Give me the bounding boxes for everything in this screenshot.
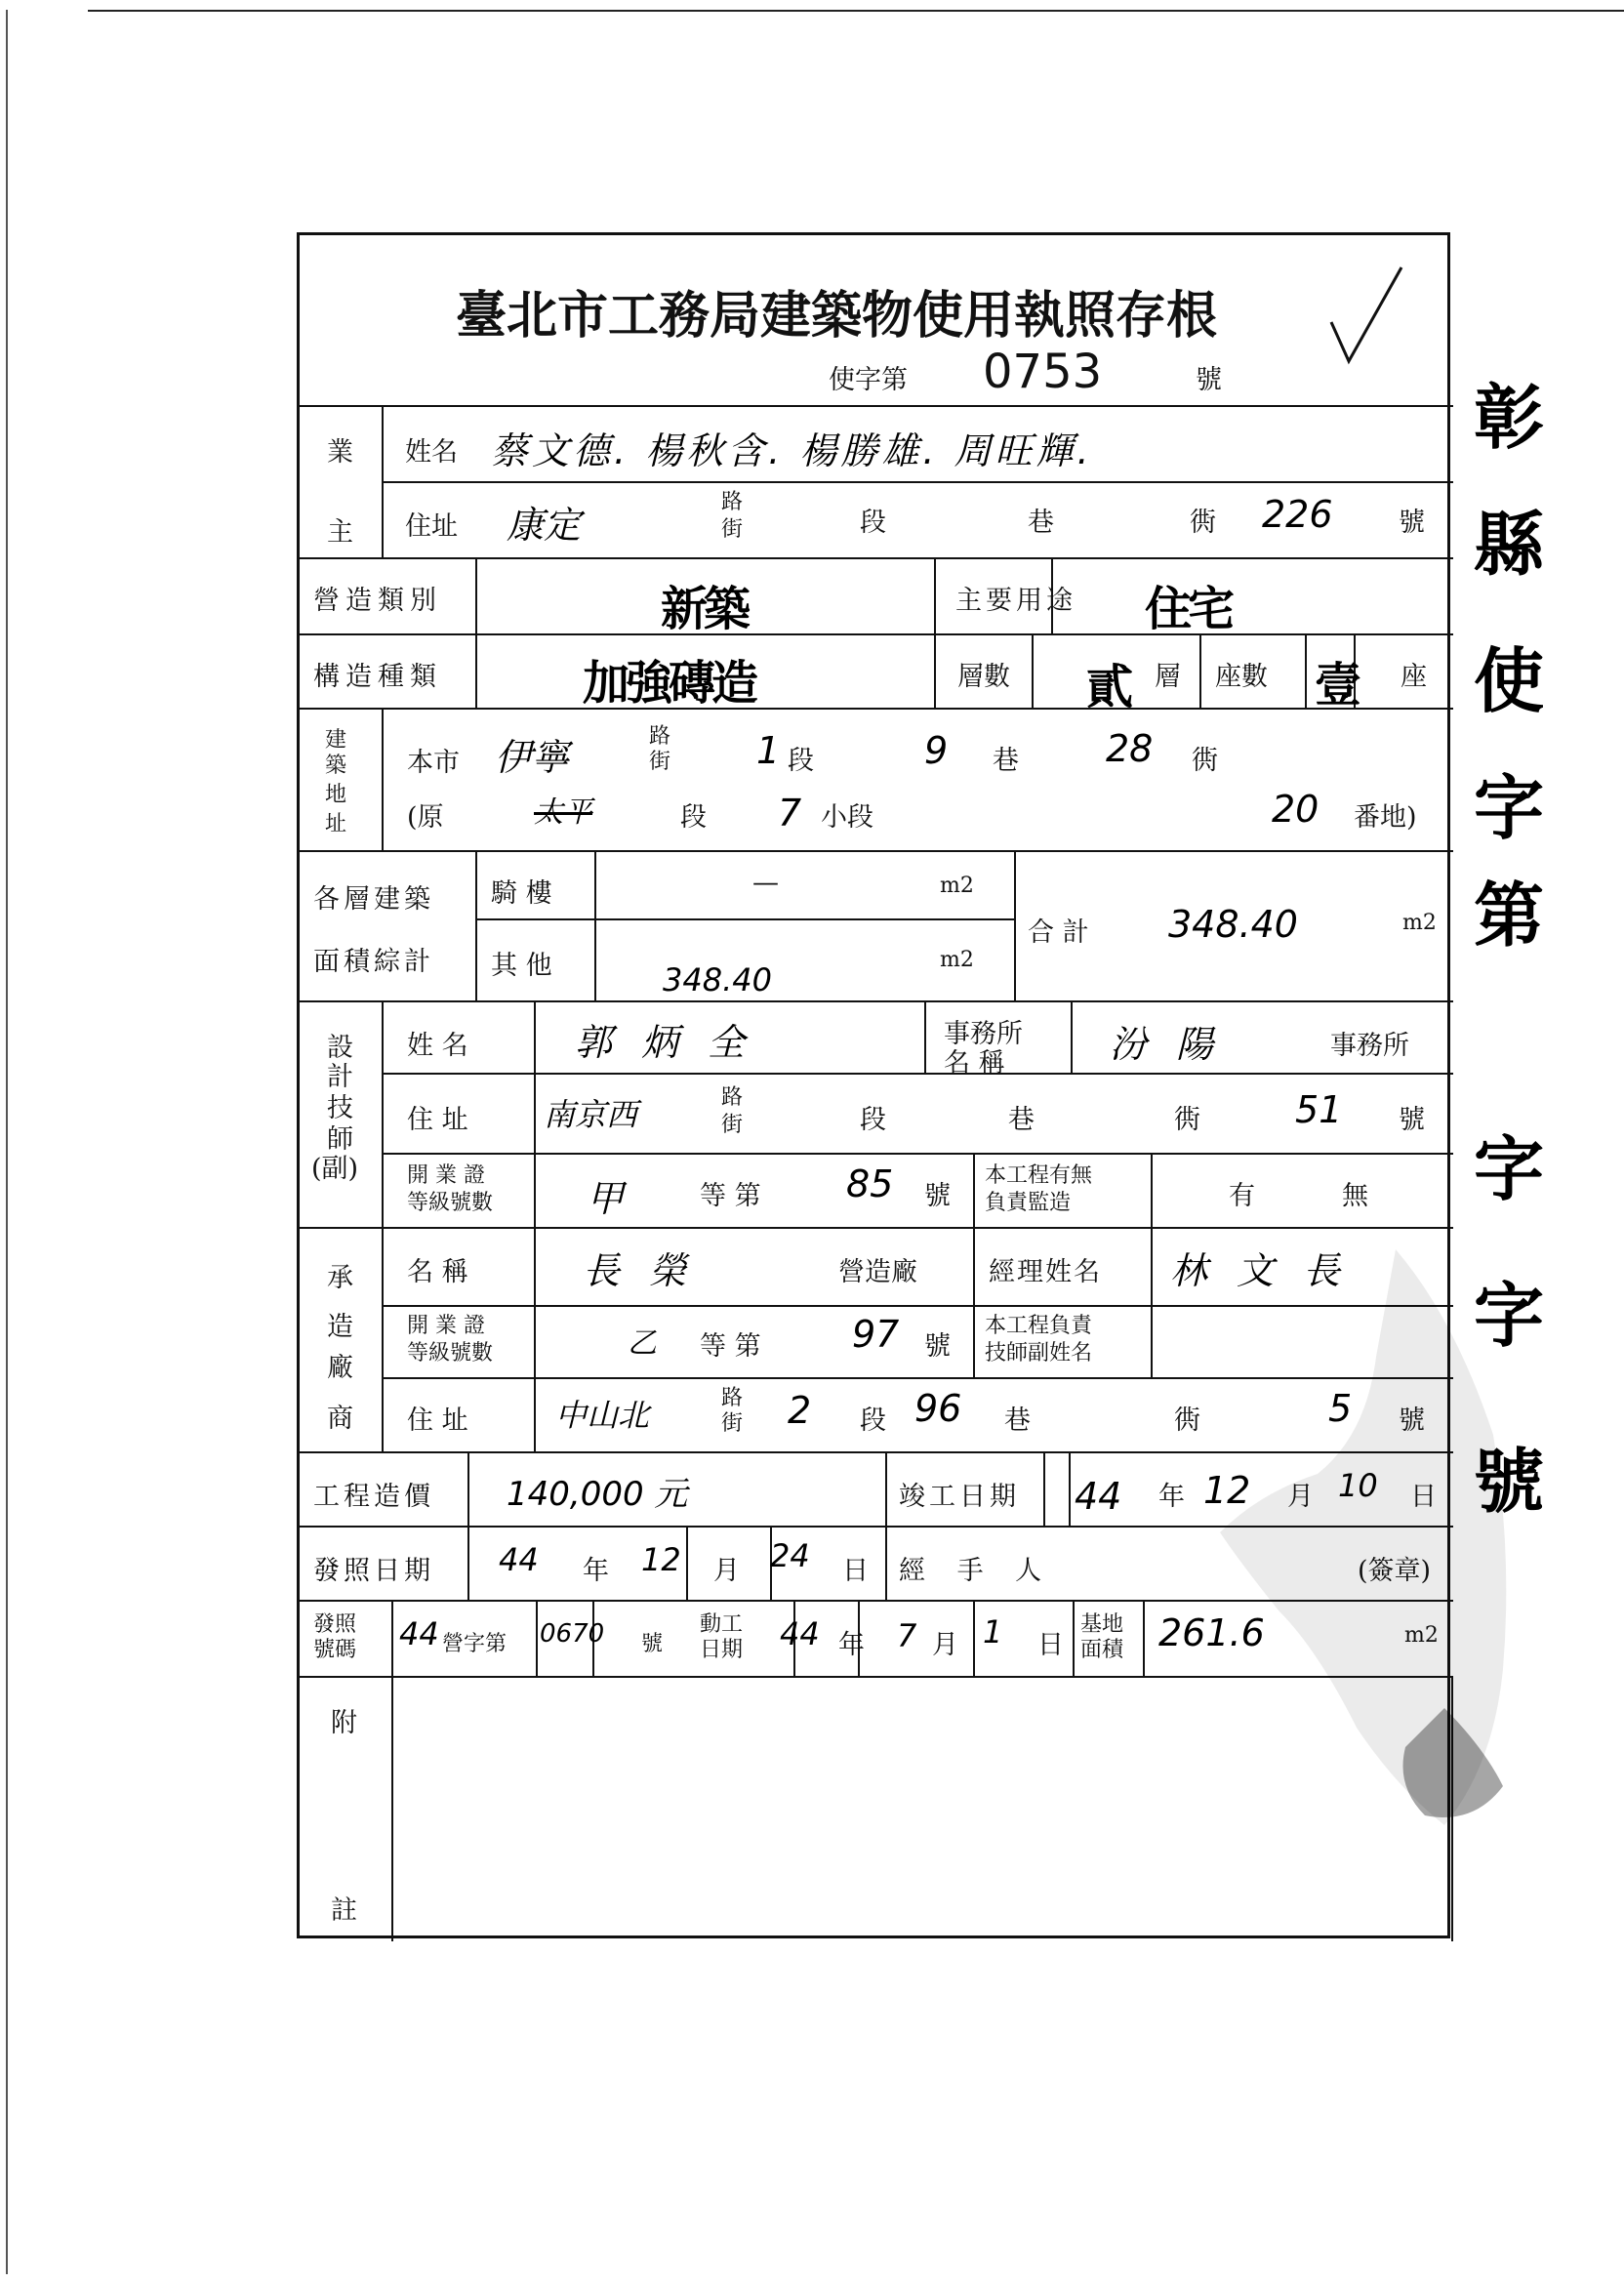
contractor-label-char: 承 <box>327 1263 353 1293</box>
deng-di-label: 等 第 <box>700 1331 761 1362</box>
permit-number: 0753 <box>983 345 1103 399</box>
issue-year: 44 <box>499 1541 539 1578</box>
arcade-value: — <box>752 868 779 898</box>
hao-label: 號 <box>1399 1406 1425 1436</box>
site-city: 本市 <box>407 748 460 778</box>
ink-smudge <box>1200 1240 1532 1845</box>
handler-label: 經 手 人 <box>899 1556 1054 1586</box>
base-area-value: 261.6 <box>1158 1611 1265 1654</box>
jie-label: 街 <box>721 517 744 542</box>
jie-label: 街 <box>721 1411 744 1436</box>
site-label-char: 址 <box>325 812 347 836</box>
jie-label: 街 <box>721 1113 744 1137</box>
main-use-value: 住宅 <box>1145 582 1232 636</box>
jie2-label: 衖 <box>1192 746 1218 776</box>
deng-di-label: 等 第 <box>700 1181 761 1211</box>
floor-area-label-1: 各層建築 <box>313 884 434 915</box>
owner-address-label: 住址 <box>405 511 458 542</box>
cost-value: 140,000 元 <box>507 1475 688 1514</box>
start-year: 44 <box>780 1615 820 1652</box>
start-day: 1 <box>983 1613 1003 1650</box>
yue-label: 月 <box>932 1630 958 1660</box>
site-alley: 28 <box>1106 727 1154 770</box>
issue-month: 12 <box>641 1541 681 1578</box>
xiang-label: 巷 <box>1004 1406 1031 1436</box>
designer-address: 南京西 <box>544 1096 638 1133</box>
form-title: 臺北市工務局建築物使用執照存根 <box>456 286 1218 346</box>
yue-label: 月 <box>1287 1482 1314 1512</box>
handler-sign: (簽章) <box>1358 1556 1432 1586</box>
build-permit-label-1: 發照 <box>313 1612 357 1637</box>
site-label-char: 地 <box>325 783 347 807</box>
nian-label: 年 <box>1158 1482 1185 1512</box>
side-char: 號 <box>1474 1440 1545 1523</box>
buildings-value: 壹 <box>1315 658 1359 713</box>
designer-address-label: 住 址 <box>407 1105 468 1135</box>
site-label-char: 建 <box>325 728 347 753</box>
others-unit: m2 <box>940 948 974 972</box>
site-orig-prefix: (原 <box>407 802 444 833</box>
others-value: 348.40 <box>663 961 772 998</box>
designer-grade: 甲 <box>587 1177 625 1220</box>
contractor-address-label: 住 址 <box>407 1406 468 1436</box>
lu-label: 路 <box>721 1085 744 1110</box>
build-permit-number: 0670 <box>540 1619 605 1649</box>
cost-label: 工程造價 <box>313 1482 434 1512</box>
duan-label: 段 <box>680 802 707 833</box>
side-char: 縣 <box>1474 503 1545 586</box>
supervise-wu: 無 <box>1342 1181 1368 1211</box>
side-char: 字 <box>1474 1127 1545 1210</box>
jie2-label: 衖 <box>1174 1406 1200 1436</box>
designer-license-label-1: 開 業 證 <box>407 1163 485 1188</box>
designer-label-char: 技 <box>327 1093 353 1123</box>
designer-label-char: 師 <box>327 1124 353 1155</box>
designer-label-char: (副) <box>311 1154 359 1184</box>
site-lot: 20 <box>1272 788 1320 831</box>
designer-label-char: 計 <box>327 1062 353 1092</box>
supervise-label-1: 本工程有無 <box>985 1163 1093 1188</box>
duan-label: 段 <box>860 508 886 538</box>
contractor-name-label: 名 稱 <box>407 1257 468 1287</box>
contractor-name: 長榮 <box>583 1249 716 1292</box>
floor-area-label-2: 面積綜計 <box>313 947 434 977</box>
owner-address-no: 226 <box>1262 493 1333 536</box>
contractor-label-char: 商 <box>327 1404 353 1434</box>
buildings-unit: 座 <box>1401 662 1427 692</box>
contractor-name-suffix: 營造廠 <box>838 1257 917 1287</box>
supervise-you: 有 <box>1229 1181 1255 1211</box>
contractor-label-char: 廠 <box>327 1353 353 1383</box>
nian-label: 年 <box>583 1556 609 1586</box>
hao-label: 號 <box>1399 1105 1425 1135</box>
build-permit-prefix: 營字第 <box>442 1632 508 1656</box>
completion-label: 竣工日期 <box>899 1482 1020 1512</box>
build-permit-year: 44 <box>399 1615 439 1652</box>
jie2-label: 衖 <box>1174 1105 1200 1135</box>
build-permit-suffix: 號 <box>641 1632 664 1656</box>
owner-address-district: 康定 <box>507 504 582 547</box>
arcade-label: 騎 樓 <box>491 878 552 909</box>
nian-label: 年 <box>838 1630 865 1660</box>
side-char: 彰 <box>1474 376 1545 459</box>
buildings-label: 座數 <box>1215 662 1268 692</box>
structure-type-label: 構造種類 <box>313 662 442 692</box>
duan-label: 段 <box>788 746 814 776</box>
completion-day: 10 <box>1338 1467 1378 1504</box>
designer-license-no: 85 <box>846 1162 894 1205</box>
start-month: 7 <box>897 1617 917 1654</box>
site-road: 伊寧 <box>495 736 570 779</box>
owner-label-a: 業 <box>327 437 353 468</box>
completion-year: 44 <box>1075 1475 1122 1518</box>
scan-edge-top <box>88 10 1624 12</box>
contractor-license-label-2: 等級號數 <box>407 1341 494 1365</box>
ri-label: 日 <box>1037 1630 1064 1660</box>
site-road-section: 1 <box>756 729 781 772</box>
contractor-lane: 96 <box>914 1387 962 1430</box>
designer-name: 郭炳全 <box>575 1021 775 1064</box>
tech-label-1: 本工程負責 <box>985 1314 1093 1338</box>
base-area-label-2: 面積 <box>1080 1638 1124 1662</box>
tech-label-2: 技師副姓名 <box>985 1341 1093 1365</box>
lu-label: 路 <box>721 490 744 514</box>
duan-label: 段 <box>860 1105 886 1135</box>
owner-names: 蔡文德. 楊秋含. 楊勝雄. 周旺輝. <box>491 429 1093 472</box>
contractor-address-no: 5 <box>1328 1387 1353 1430</box>
total-unit: m2 <box>1402 911 1437 935</box>
construction-category-value: 新築 <box>661 582 748 636</box>
designer-name-label: 姓 名 <box>407 1031 468 1061</box>
designer-office-label-2: 名 稱 <box>944 1048 1005 1079</box>
floors-value: 貳 <box>1086 660 1130 714</box>
issue-date-label: 發照日期 <box>313 1556 434 1586</box>
hao-label: 號 <box>924 1331 951 1362</box>
yue-label: 月 <box>713 1556 740 1586</box>
site-small-section: 小段 <box>821 802 873 833</box>
owner-name-label: 姓名 <box>405 437 458 468</box>
hao-label: 號 <box>924 1181 951 1211</box>
xiang-label: 巷 <box>993 746 1019 776</box>
floors-unit: 層 <box>1155 662 1181 692</box>
start-label-2: 日期 <box>700 1638 744 1662</box>
jie-label: 街 <box>649 750 671 774</box>
owner-label-b: 主 <box>327 517 353 548</box>
contractor-address: 中山北 <box>555 1397 650 1434</box>
designer-office-label-1: 事務所 <box>944 1019 1023 1049</box>
completion-month: 12 <box>1203 1469 1251 1512</box>
designer-address-no: 51 <box>1295 1088 1343 1131</box>
lu-label: 路 <box>721 1386 744 1410</box>
supervise-label-2: 負責監造 <box>985 1191 1072 1215</box>
xiang-label: 巷 <box>1008 1105 1035 1135</box>
designer-office: 汾陽 <box>1110 1023 1243 1066</box>
lu-label: 路 <box>649 724 671 749</box>
site-orig-area: 太平 <box>534 795 592 830</box>
designer-office-suffix: 事務所 <box>1330 1031 1409 1061</box>
scan-edge-left <box>6 10 8 2274</box>
others-label: 其 他 <box>491 951 552 981</box>
permit-suffix: 號 <box>1196 365 1222 395</box>
contractor-manager-label: 經理姓名 <box>989 1257 1102 1287</box>
issue-day: 24 <box>770 1537 810 1574</box>
side-char: 第 <box>1474 874 1545 957</box>
arcade-unit: m2 <box>940 874 974 898</box>
site-lot-suffix: 番地) <box>1354 802 1417 833</box>
ri-label: 日 <box>842 1556 869 1586</box>
base-area-unit: m2 <box>1404 1623 1439 1648</box>
base-area-label-1: 基地 <box>1080 1612 1124 1637</box>
xiang-label: 巷 <box>1028 508 1054 538</box>
designer-label-char: 設 <box>327 1033 353 1063</box>
contractor-manager: 林文長 <box>1170 1249 1370 1292</box>
start-label-1: 動工 <box>700 1612 744 1637</box>
site-sub-section: 7 <box>778 792 802 835</box>
structure-type-value: 加強磚造 <box>583 656 755 711</box>
floors-label: 層數 <box>957 662 1010 692</box>
side-char: 字 <box>1474 1274 1545 1357</box>
contractor-license-no: 97 <box>852 1313 900 1356</box>
remarks-label-bottom: 註 <box>331 1895 357 1926</box>
duan-label: 段 <box>860 1406 886 1436</box>
ri-label: 日 <box>1410 1482 1437 1512</box>
site-lane: 9 <box>924 729 949 772</box>
build-permit-label-2: 號碼 <box>313 1638 357 1662</box>
contractor-label-char: 造 <box>327 1312 353 1342</box>
site-label-char: 築 <box>325 754 347 778</box>
jie2-label: 衖 <box>1190 508 1216 538</box>
total-label: 合 計 <box>1028 917 1089 948</box>
side-char: 字 <box>1474 766 1545 849</box>
contractor-section: 2 <box>788 1389 812 1432</box>
side-char: 使 <box>1474 639 1545 722</box>
total-value: 348.40 <box>1168 903 1298 946</box>
designer-license-label-2: 等級號數 <box>407 1191 494 1215</box>
remarks-label-top: 附 <box>331 1708 357 1738</box>
permit-prefix: 使字第 <box>829 365 908 395</box>
construction-category-label: 營造類別 <box>313 586 442 616</box>
hao-label: 號 <box>1399 508 1425 538</box>
contractor-grade: 乙 <box>628 1326 657 1361</box>
contractor-license-label-1: 開 業 證 <box>407 1314 485 1338</box>
main-use-label: 主要用途 <box>955 586 1076 616</box>
